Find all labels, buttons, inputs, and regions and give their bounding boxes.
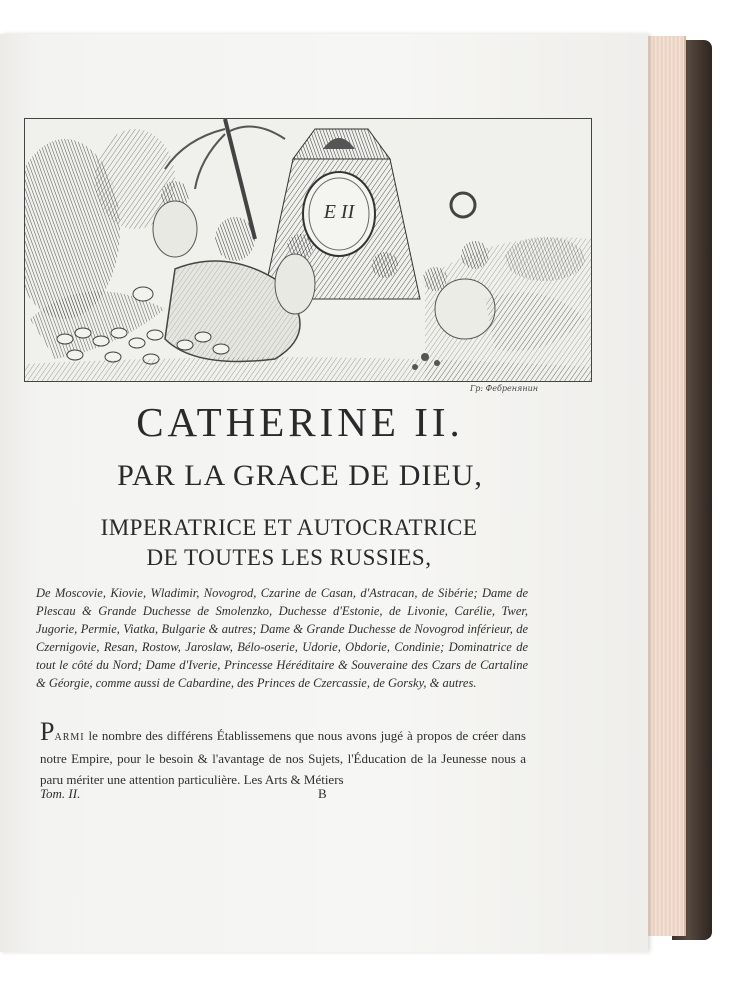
imperial-titles: De Moscovie, Kiovie, Wladimir, Novogrod, Czarine de Casan, d'Astracan, de Sibérie; Dame de Plescau & Grande Duchesse de Smolenzko, Duchesse d'Estonie, de Livonie, Carélie, Twer, Jugorie, Permie, Viatka, Bulgarie & autres; Dame & Grande Duchesse de Novogrod inférieur, de Czernigovie, Resan, Rostow, Jaroslaw, Bélo-oserie, Udorie, Obdorie, Condinie; Dominatrice de tout le côté du Nord; Dame d'Iverie, Princesse Héréditaire & Souveraine des Czars de Cartaline & Géorgie, comme aussi de Cabardine, des Princes de Czercassie, de Gorsky, & autres.: [36, 586, 528, 690]
title-line-1: IMPERATRICE ET AUTOCRATRICE: [100, 515, 478, 540]
signature-mark: B: [318, 786, 327, 801]
title-grace: PAR LA GRACE DE DIEU,: [117, 459, 483, 492]
engraving-vignette: [24, 118, 592, 382]
title-imperatrice: [0, 513, 578, 573]
title-line-2: DE TOUTES LES RUSSIES,: [146, 545, 432, 570]
title-name: CATHERINE II.: [136, 399, 464, 445]
monogram: E II: [323, 201, 355, 223]
body-paragraph: [40, 717, 526, 790]
engraver-caption: Гр: Фебренянин: [470, 384, 539, 393]
engraving-illustration: [25, 119, 591, 381]
drop-cap: P: [40, 717, 55, 746]
tome-label: Tom. II.: [40, 786, 81, 801]
small-caps: ARMI: [54, 732, 85, 743]
body-text: le nombre des différens Établissemens que nous avons jugé à propos de créer dans notre Empire, pour le besoin & l'avantage de nos Sujets, l'Éducation de la Jeunesse nous a paru mériter une attention particulière. Les Arts & Métiers: [40, 728, 526, 787]
